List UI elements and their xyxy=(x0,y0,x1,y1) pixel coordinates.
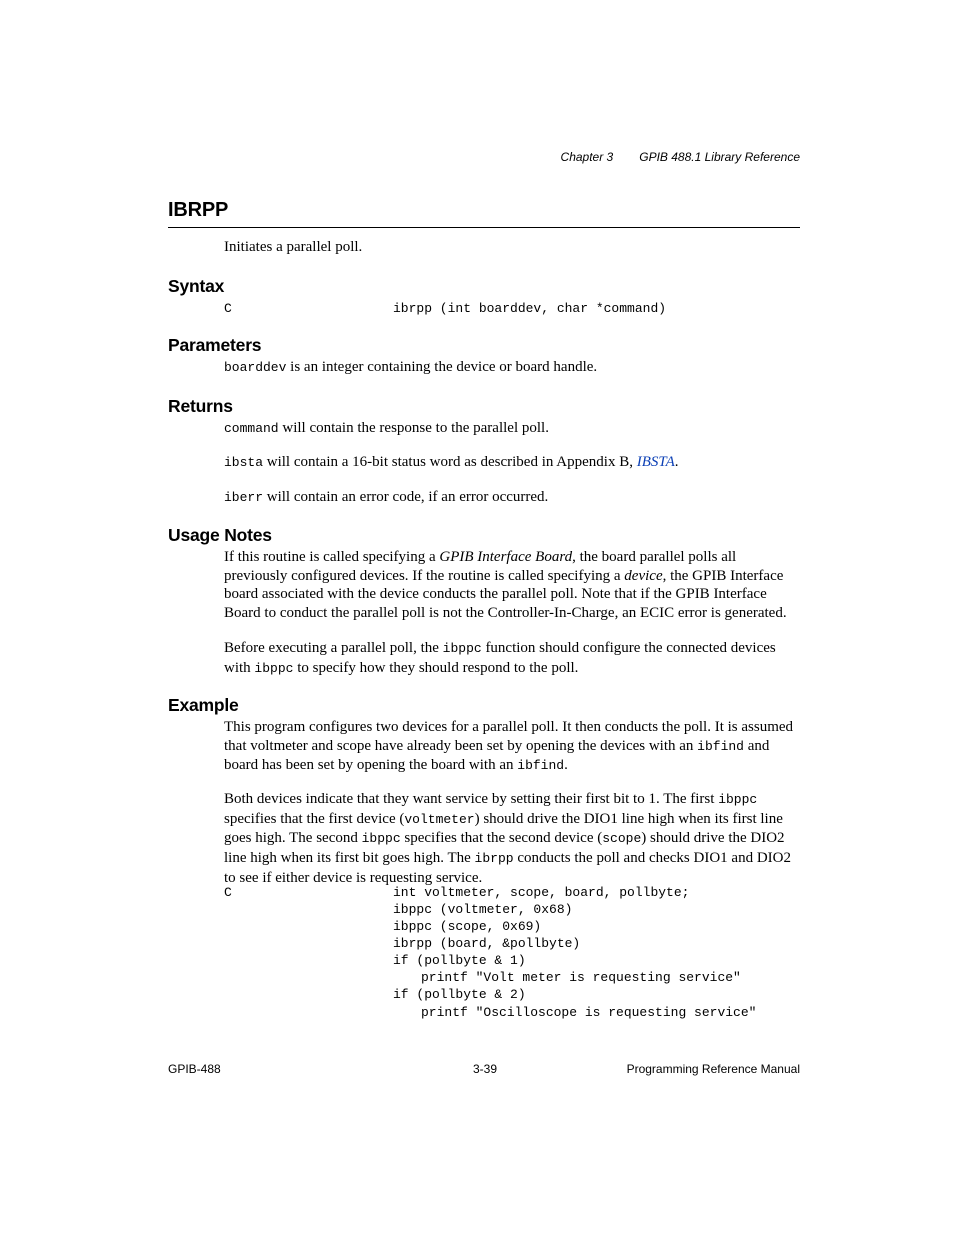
return-text-command: will contain the response to the parallel poll. xyxy=(278,420,549,436)
ibsta-link[interactable]: IBSTA xyxy=(636,454,675,470)
example-p2-code3: ibppc xyxy=(361,831,401,847)
page-title: IBRPP xyxy=(168,198,800,228)
usage-p1-em2: device xyxy=(624,567,663,584)
usage-p1-b: , the board parallel polls all previously configured devices. If the routine is called specifying a xyxy=(224,549,737,584)
example-heading: Example xyxy=(168,695,239,715)
return-code-command: command xyxy=(224,421,279,436)
usage-paragraph-2 xyxy=(224,639,800,678)
returns-ibsta xyxy=(224,453,800,473)
usage-p2-c: to specify how they should respond to the poll. xyxy=(293,659,579,676)
example-p2-f: conducts the poll and checks DIO1 and DIO2 to see if either device is requesting service. xyxy=(224,850,791,886)
parameters-heading: Parameters xyxy=(168,335,262,355)
code-line: printf "Oscilloscope is requesting service" xyxy=(421,1005,757,1020)
example-p2-code4: scope xyxy=(602,831,642,847)
footer-left: GPIB-488 xyxy=(168,1062,221,1076)
code-line: ibppc (voltmeter, 0x68) xyxy=(393,902,573,917)
usage-paragraph-1 xyxy=(224,548,800,623)
example-paragraph-2 xyxy=(224,790,800,888)
syntax-code: ibrpp (int boarddev, char *command) xyxy=(393,301,667,316)
usage-notes-heading: Usage Notes xyxy=(168,525,272,545)
example-p2-e: ) should drive the DIO2 line high when its first bit goes high. The xyxy=(224,830,785,867)
intro-text: Initiates a parallel poll. xyxy=(224,239,363,255)
code-line: int voltmeter, scope, board, pollbyte; xyxy=(393,885,690,900)
code-line: if (pollbyte & 2) xyxy=(393,987,526,1002)
example-p2-code5: ibrpp xyxy=(474,851,514,867)
param-desc: is an integer containing the device or board handle. xyxy=(286,359,598,375)
example-p2-code1: ibppc xyxy=(718,792,758,807)
syntax-lang: C xyxy=(224,301,232,316)
usage-p1-c: , the GPIB Interface board associated with the device conducts the parallel poll. Note that if the GPIB Interface Board to conduct the parallel poll is not the Controller-In-Charge, an ECIC error is generated. xyxy=(224,567,787,622)
code-line: if (pollbyte & 1) xyxy=(393,953,526,968)
usage-p2-a: Before executing a parallel poll, the xyxy=(224,640,443,656)
usage-p1-em1: GPIB Interface Board xyxy=(439,549,573,565)
code-line: ibppc (scope, 0x69) xyxy=(393,919,542,934)
footer-right: Programming Reference Manual xyxy=(626,1062,800,1076)
code-line: ibrpp (board, &pollbyte) xyxy=(393,936,581,951)
usage-p1-a: If this routine is called specifying a xyxy=(224,549,440,565)
example-paragraph-1 xyxy=(224,718,800,776)
example-p2-b: specifies that the first device ( xyxy=(224,810,405,827)
footer-page-number: 3-39 xyxy=(473,1062,498,1076)
return-code-ibsta: ibsta xyxy=(224,455,264,470)
returns-heading: Returns xyxy=(168,396,233,416)
example-lang: C xyxy=(224,885,232,900)
example-p2-a: Both devices indicate that they want service by setting their first bit to 1. The first xyxy=(224,791,719,807)
return-text-ibsta: will contain a 16-bit status word as described in Appendix B, xyxy=(263,454,637,470)
example-p1-code2: ibfind xyxy=(517,758,565,774)
header-chapter: Chapter 3 xyxy=(560,150,614,164)
example-p2-c: ) should drive the DIO1 line high when its first line goes high. The second xyxy=(224,810,783,847)
returns-iberr xyxy=(224,488,800,508)
syntax-heading: Syntax xyxy=(168,276,225,296)
returns-command xyxy=(224,419,800,439)
example-p1-a: This program configures two devices for a parallel poll. It then conducts the poll. It is assumed that voltmeter and scope have already been set by opening the devices with an xyxy=(224,719,794,754)
example-p2-code2: voltmeter xyxy=(404,811,475,827)
return-text-iberr: will contain an error code, if an error occurred. xyxy=(263,489,549,505)
param-name: boarddev xyxy=(224,360,287,375)
parameter-boarddev xyxy=(224,358,800,378)
code-line: printf "Volt meter is requesting service" xyxy=(421,970,741,985)
example-p2-d: specifies that the second device ( xyxy=(400,830,603,847)
running-header xyxy=(561,150,800,164)
return-text-ibsta-end: . xyxy=(674,454,679,470)
usage-p2-b: function should configure the connected devices with xyxy=(224,640,776,676)
usage-p2-code1: ibppc xyxy=(442,641,482,656)
usage-p2-code2: ibppc xyxy=(254,660,294,676)
example-p1-c: . xyxy=(564,757,568,774)
header-section: GPIB 488.1 Library Reference xyxy=(639,150,800,164)
example-p1-code1: ibfind xyxy=(697,738,744,754)
example-p1-b: and board has been set by opening the board with an xyxy=(224,737,770,774)
return-code-iberr: iberr xyxy=(224,490,264,505)
